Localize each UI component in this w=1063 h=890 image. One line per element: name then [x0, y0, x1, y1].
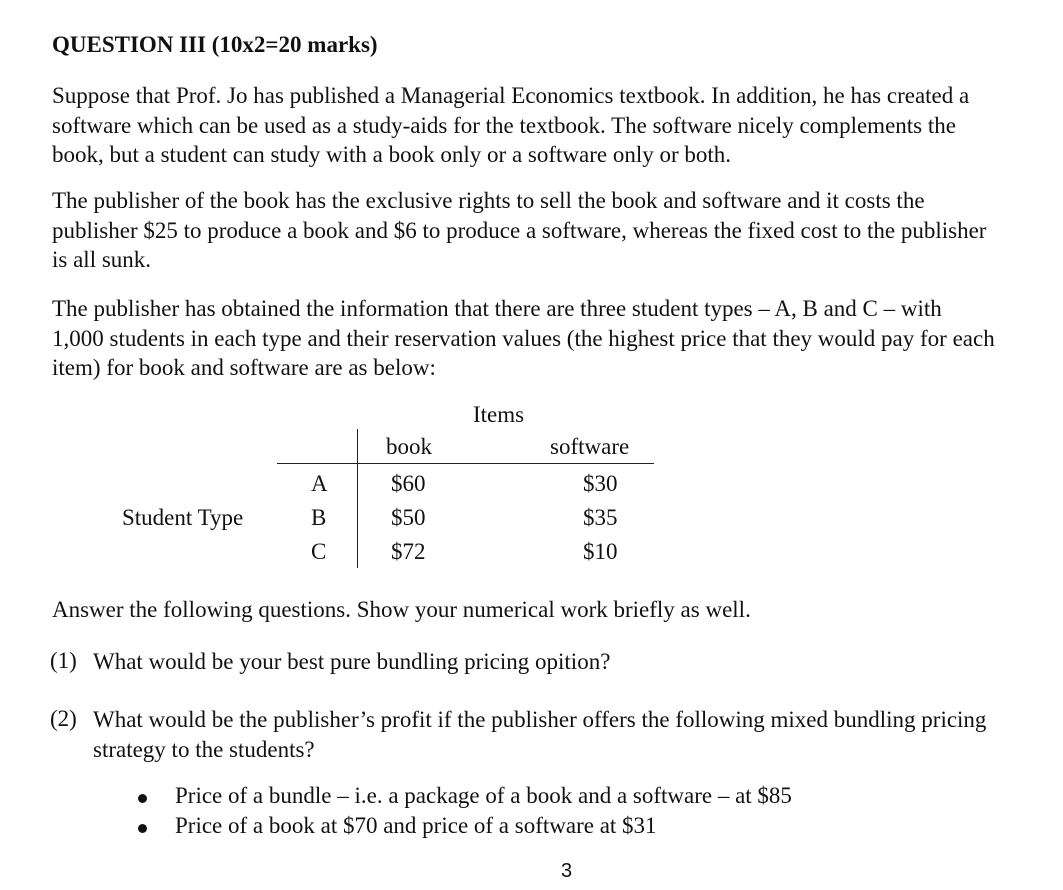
- bullet-dot: [138, 824, 147, 833]
- row-header-student-type: Student Type: [122, 505, 244, 530]
- row-type: C: [311, 539, 327, 564]
- bullet-item: Price of a bundle – i.e. a package of a book and a software – at $85: [175, 783, 792, 808]
- paragraph-student-types: [52, 294, 1063, 383]
- bullet-dot: [138, 794, 147, 803]
- question-line: strategy to the students?: [93, 736, 315, 762]
- row-book-value: $72: [391, 539, 426, 564]
- col-header-software: software: [550, 434, 630, 459]
- row-software-value: $30: [583, 471, 618, 496]
- row-type: A: [311, 471, 328, 496]
- question-line: What would be your best pure bundling pricing opition?: [93, 649, 611, 674]
- paragraph-line: publisher $25 to produce a book and $6 to produce a software, whereas the fixed cost to the publisher: [52, 217, 987, 243]
- question-text: [93, 647, 610, 677]
- paragraph-line: The publisher has obtained the information that there are three student types – A, B and C – with: [52, 296, 942, 321]
- col-header-book: book: [386, 434, 432, 459]
- row-type: B: [311, 505, 327, 530]
- question-number: (2): [50, 706, 77, 731]
- paragraph-line: 1,000 students in each type and their reservation values (the highest price that they would pay for each: [52, 325, 995, 351]
- paragraph-costs: [52, 186, 1063, 275]
- paragraph-line: is all sunk.: [52, 247, 152, 272]
- paragraph-line: book, but a student can study with a book only or a software only or both.: [52, 142, 732, 167]
- table-horizontal-rule: [277, 463, 654, 464]
- bullet-item: Price of a book at $70 and price of a software at $31: [175, 813, 657, 838]
- question-text: [93, 705, 986, 764]
- question-line: What would be the publisher’s profit if the publisher offers the following mixed bundling pricing: [93, 707, 987, 732]
- paragraph-line: Suppose that Prof. Jo has published a Managerial Economics textbook. In addition, he has created a: [52, 83, 970, 108]
- paragraph-line: item) for book and software are as below:: [52, 355, 436, 380]
- paragraph-intro: [52, 81, 1063, 170]
- instructions: Answer the following questions. Show your numerical work briefly as well.: [52, 597, 751, 622]
- row-software-value: $35: [583, 505, 618, 530]
- items-label: Items: [473, 402, 525, 427]
- row-book-value: $50: [391, 505, 426, 530]
- question-heading: QUESTION III (10x2=20 marks): [52, 32, 378, 57]
- table-vertical-rule: [357, 429, 358, 568]
- row-software-value: $10: [583, 539, 618, 564]
- question-number: (1): [50, 648, 77, 673]
- row-book-value: $60: [391, 471, 426, 496]
- page-number: 3: [561, 860, 573, 882]
- paragraph-line: software which can be used as a study-aids for the textbook. The software nicely complements the: [52, 112, 956, 138]
- paragraph-line: The publisher of the book has the exclusive rights to sell the book and software and it costs the: [52, 188, 925, 213]
